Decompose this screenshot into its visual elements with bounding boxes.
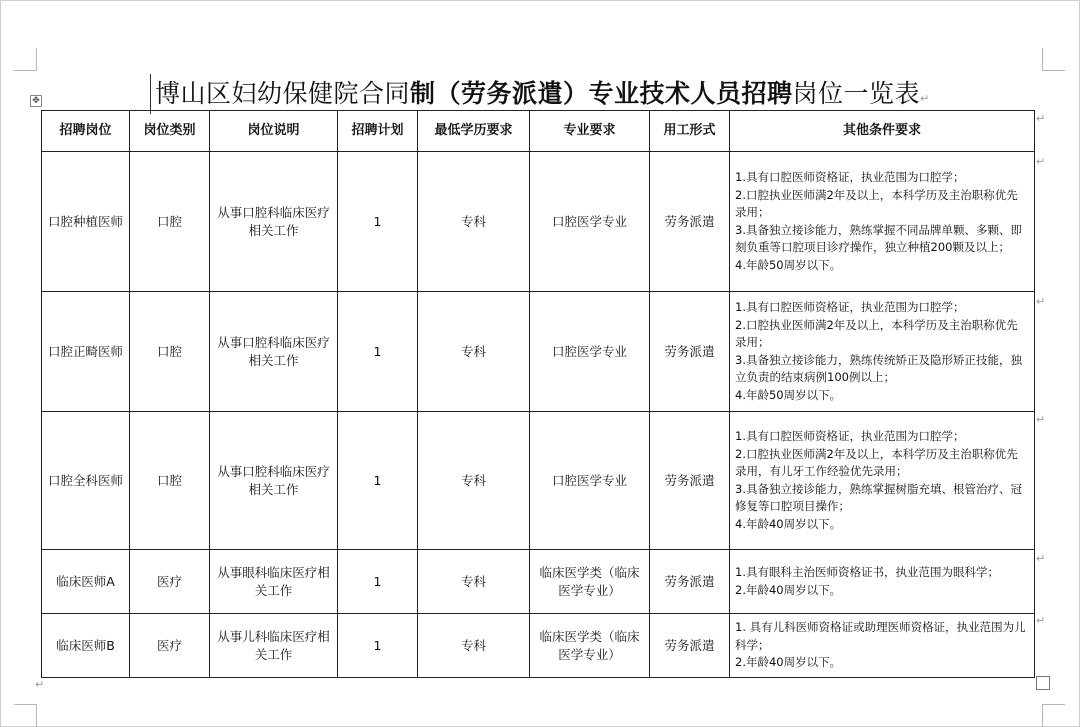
table-move-handle-icon[interactable]: ✥ bbox=[30, 95, 42, 107]
cell-education: 专科 bbox=[418, 292, 530, 412]
cell-description: 从事口腔科临床医疗相关工作 bbox=[210, 292, 338, 412]
corner-mark-bottom-right bbox=[1042, 704, 1065, 727]
requirement-line: 2.口腔执业医师满2年及以上，本科学历及主治职称优先录用，有儿牙工作经验优先录用； bbox=[735, 446, 1018, 478]
row-end-mark-icon: ↵ bbox=[1036, 552, 1046, 565]
requirement-line: 3.具备独立接诊能力，熟练掌握不同品牌单颗、多颗、即刻负重等口腔项目诊疗操作，独立种植200颗及以上； bbox=[735, 222, 1022, 254]
cell-requirements bbox=[730, 292, 1035, 412]
cell-plan: 1 bbox=[338, 614, 418, 678]
header-employment: 用工形式 bbox=[650, 111, 730, 152]
row-end-mark-icon: ↵ bbox=[1036, 112, 1046, 125]
cell-education: 专科 bbox=[418, 550, 530, 614]
cell-position: 口腔正畸医师 bbox=[42, 292, 130, 412]
title-part-3: 岗位一览表 bbox=[792, 79, 921, 108]
cell-employment: 劳务派遣 bbox=[650, 152, 730, 292]
title-part-2: 制（劳务派遣）专业技术人员招聘 bbox=[410, 79, 793, 108]
paragraph-mark-icon: ↵ bbox=[35, 678, 45, 691]
cell-description: 从事眼科临床医疗相关工作 bbox=[210, 550, 338, 614]
cell-requirements bbox=[730, 614, 1035, 678]
header-position: 招聘岗位 bbox=[42, 111, 130, 152]
requirement-line: 2.口腔执业医师满2年及以上，本科学历及主治职称优先录用； bbox=[735, 317, 1018, 349]
table-row bbox=[42, 550, 1035, 614]
cell-major: 临床医学类（临床医学专业） bbox=[530, 614, 650, 678]
header-description: 岗位说明 bbox=[210, 111, 338, 152]
table-row bbox=[42, 292, 1035, 412]
requirement-line: 2.年龄40周岁以下。 bbox=[735, 655, 842, 670]
requirement-line: 1. 具有儿科医师资格证或助理医师资格证，执业范围为儿科学； bbox=[735, 620, 1026, 652]
header-category: 岗位类别 bbox=[130, 111, 210, 152]
cell-employment: 劳务派遣 bbox=[650, 412, 730, 550]
cell-category: 医疗 bbox=[130, 550, 210, 614]
requirement-line: 4.年龄40周岁以下。 bbox=[735, 516, 842, 531]
cell-major: 口腔医学专业 bbox=[530, 292, 650, 412]
cell-education: 专科 bbox=[418, 152, 530, 292]
cell-description: 从事儿科临床医疗相关工作 bbox=[210, 614, 338, 678]
cell-major: 口腔医学专业 bbox=[530, 152, 650, 292]
cell-plan: 1 bbox=[338, 412, 418, 550]
cell-category: 口腔 bbox=[130, 292, 210, 412]
cell-position: 临床医师B bbox=[42, 614, 130, 678]
requirement-line: 3.具备独立接诊能力，熟练掌握树脂充填、根管治疗、冠修复等口腔项目操作； bbox=[735, 481, 1022, 513]
cell-position: 口腔种植医师 bbox=[42, 152, 130, 292]
row-end-mark-icon: ↵ bbox=[1036, 413, 1046, 426]
requirement-line: 2.年龄40周岁以下。 bbox=[735, 582, 842, 597]
header-education: 最低学历要求 bbox=[418, 111, 530, 152]
cell-category: 医疗 bbox=[130, 614, 210, 678]
cell-position: 临床医师A bbox=[42, 550, 130, 614]
page-title: 博山区妇幼保健院合同制（劳务派遣）专业技术人员招聘岗位一览表↵ bbox=[150, 74, 955, 114]
requirement-line: 4.年龄50周岁以下。 bbox=[735, 257, 842, 272]
table-header-row bbox=[42, 111, 1035, 152]
cell-requirements bbox=[730, 550, 1035, 614]
corner-mark-top-right bbox=[1042, 48, 1065, 71]
requirement-line: 2.口腔执业医师满2年及以上，本科学历及主治职称优先录用； bbox=[735, 187, 1018, 219]
table-row bbox=[42, 412, 1035, 550]
cell-employment: 劳务派遣 bbox=[650, 614, 730, 678]
corner-mark-top-left bbox=[14, 48, 37, 71]
row-end-mark-icon: ↵ bbox=[1036, 614, 1046, 627]
positions-table bbox=[41, 110, 1035, 678]
header-requirements: 其他条件要求 bbox=[730, 111, 1035, 152]
cell-requirements bbox=[730, 152, 1035, 292]
requirement-line: 1.具有口腔医师资格证，执业范围为口腔学； bbox=[735, 429, 965, 443]
cell-category: 口腔 bbox=[130, 152, 210, 292]
cell-education: 专科 bbox=[418, 614, 530, 678]
cell-category: 口腔 bbox=[130, 412, 210, 550]
row-end-mark-icon: ↵ bbox=[1036, 155, 1046, 168]
cell-plan: 1 bbox=[338, 292, 418, 412]
title-part-1: 博山区妇幼保健院合同 bbox=[155, 79, 411, 108]
requirement-line: 1.具有口腔医师资格证，执业范围为口腔学； bbox=[735, 170, 965, 184]
cell-major: 口腔医学专业 bbox=[530, 412, 650, 550]
header-major: 专业要求 bbox=[530, 111, 650, 152]
header-plan: 招聘计划 bbox=[338, 111, 418, 152]
table-resize-handle-icon[interactable] bbox=[1036, 676, 1050, 690]
cell-employment: 劳务派遣 bbox=[650, 292, 730, 412]
cell-employment: 劳务派遣 bbox=[650, 550, 730, 614]
cell-requirements bbox=[730, 412, 1035, 550]
requirement-line: 1.具有眼科主治医师资格证书，执业范围为眼科学； bbox=[735, 565, 999, 579]
cell-education: 专科 bbox=[418, 412, 530, 550]
cell-plan: 1 bbox=[338, 550, 418, 614]
table-row bbox=[42, 152, 1035, 292]
cell-description: 从事口腔科临床医疗相关工作 bbox=[210, 412, 338, 550]
requirement-line: 4.年龄50周岁以下。 bbox=[735, 387, 842, 402]
cell-position: 口腔全科医师 bbox=[42, 412, 130, 550]
cell-major: 临床医学类（临床医学专业） bbox=[530, 550, 650, 614]
requirement-line: 1.具有口腔医师资格证，执业范围为口腔学； bbox=[735, 300, 965, 314]
requirement-line: 3.具备独立接诊能力，熟练传统矫正及隐形矫正技能，独立负责的结束病例100例以上； bbox=[735, 352, 1022, 384]
row-end-mark-icon: ↵ bbox=[1036, 295, 1046, 308]
cell-description: 从事口腔科临床医疗相关工作 bbox=[210, 152, 338, 292]
corner-mark-bottom-left bbox=[14, 704, 37, 727]
cell-plan: 1 bbox=[338, 152, 418, 292]
table-row bbox=[42, 614, 1035, 678]
